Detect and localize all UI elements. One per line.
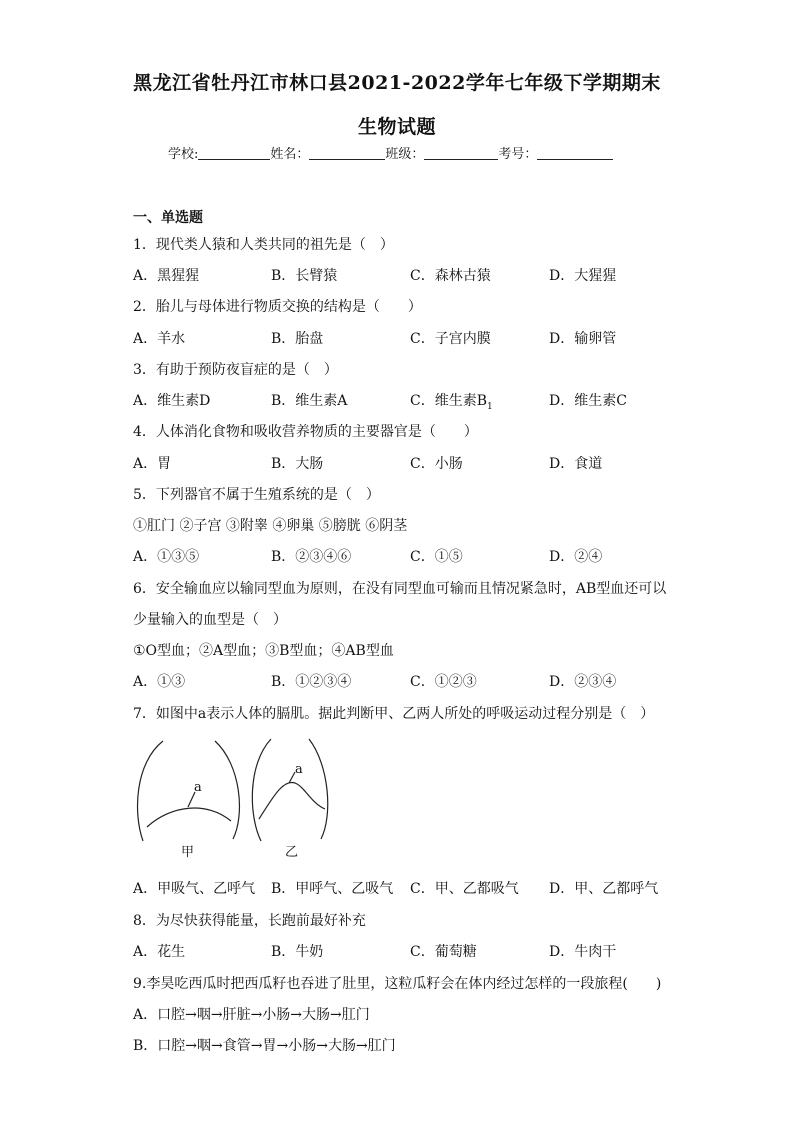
exam-no-blank[interactable] [537, 145, 613, 160]
student-info-line [168, 143, 613, 162]
question-2-stem: 2．胎儿与母体进行物质交换的结构是（ ） [133, 299, 422, 315]
school-label: 学校: [168, 147, 199, 162]
class-label: 班级： [385, 147, 425, 162]
option-d[interactable]: D．②④ [549, 549, 603, 565]
question-4-stem: 4．人体消化食物和吸收营养物质的主要器官是（ ） [133, 424, 478, 440]
question-5-organ-list: ①肛门 ②子宫 ③附睾 ④卵巢 ⑤膀胱 ⑥阴茎 [133, 518, 408, 534]
option-b[interactable]: B．②③④⑥ [271, 549, 352, 565]
school-blank[interactable] [198, 145, 270, 160]
option-b[interactable]: B．维生素A [271, 393, 348, 409]
option-a[interactable]: A．胃 [133, 456, 172, 472]
question-8-stem: 8．为尽快获得能量，长跑前最好补充 [133, 913, 366, 929]
question-5-options [133, 546, 673, 566]
question-4-options [133, 453, 673, 473]
option-b[interactable]: B．甲呼气、乙吸气 [271, 881, 394, 897]
question-9-option-b[interactable]: B．口腔→咽→食管→胃→小肠→大肠→肛门 [133, 1038, 396, 1054]
option-c-text: C．维生素B [410, 393, 487, 409]
option-a[interactable]: A．花生 [133, 944, 186, 960]
option-d[interactable]: D．②③④ [549, 674, 617, 690]
question-6-blood-types: ①O型血；②A型血；③B型血；④AB型血 [133, 643, 394, 659]
question-8-options [133, 941, 673, 961]
question-7-options [133, 878, 673, 898]
option-b[interactable]: B．胎盘 [271, 331, 324, 347]
option-c[interactable]: C．甲、乙都吸气 [410, 881, 519, 897]
question-6-stem: 6．安全输血应以输同型血为原则，在没有同型血可输而且情况紧急时，AB型血还可以 [133, 581, 667, 597]
question-3-stem: 3．有助于预防夜盲症的是（ ） [133, 362, 338, 378]
question-1-stem: 1．现代类人猿和人类共同的祖先是（ ） [133, 237, 394, 253]
label-a-jia: a [194, 780, 202, 795]
option-d[interactable]: D．输卵管 [549, 331, 617, 347]
name-label: 姓名： [270, 147, 310, 162]
question-6-options [133, 671, 673, 691]
chest-outline-left-yi [252, 739, 271, 841]
exam-title-line1: 黑龙江省牡丹江市林口县2021-2022学年七年级下学期期末 [133, 72, 661, 94]
caption-jia: 甲 [181, 845, 195, 860]
exam-title-line2: 生物试题 [357, 116, 436, 138]
option-a[interactable]: A．黑猩猩 [133, 268, 200, 284]
class-blank[interactable] [424, 145, 498, 160]
question-9-stem: 9.李昊吃西瓜时把西瓜籽也吞进了肚里，这粒瓜籽会在体内经过怎样的一段旅程( ) [133, 976, 662, 992]
option-a[interactable]: A．①③⑤ [133, 549, 200, 565]
option-d[interactable]: D．大猩猩 [549, 268, 617, 284]
question-9-option-a[interactable]: A．口腔→咽→肝脏→小肠→大肠→肛门 [133, 1007, 370, 1023]
option-d[interactable]: D．甲、乙都呼气 [549, 881, 659, 897]
diaphragm-jia [147, 808, 231, 827]
caption-yi: 乙 [285, 845, 299, 860]
option-a[interactable]: A．维生素D [133, 393, 211, 409]
name-blank[interactable] [309, 145, 385, 160]
option-c[interactable] [410, 390, 493, 412]
chest-outline-right [215, 741, 239, 839]
option-c[interactable]: C．子宫内膜 [410, 331, 491, 347]
question-2-options [133, 328, 673, 348]
option-b[interactable]: B．长臂猿 [271, 268, 338, 284]
option-c[interactable]: C．森林古猿 [410, 268, 491, 284]
option-d[interactable]: D．维生素C [549, 393, 627, 409]
option-c[interactable]: C．小肠 [410, 456, 463, 472]
option-c[interactable]: C．①⑤ [410, 549, 463, 565]
diaphragm-yi [259, 782, 325, 819]
option-a[interactable]: A．羊水 [133, 331, 186, 347]
option-d[interactable]: D．食道 [549, 456, 603, 472]
option-a[interactable]: A．甲吸气、乙呼气 [133, 881, 256, 897]
option-d[interactable]: D．牛肉干 [549, 944, 617, 960]
question-3-options [133, 390, 673, 410]
option-b[interactable]: B．①②③④ [271, 674, 352, 690]
section-title: 一、单选题 [133, 210, 203, 226]
option-c[interactable]: C．①②③ [410, 674, 477, 690]
diaphragm-diagram [133, 735, 343, 865]
option-b[interactable]: B．牛奶 [271, 944, 324, 960]
question-1-options [133, 265, 673, 285]
question-6-stem-cont: 少量输入的血型是（ ） [133, 612, 287, 628]
label-a-yi: a [295, 762, 303, 777]
option-b[interactable]: B．大肠 [271, 456, 324, 472]
exam-no-label: 考号： [498, 147, 538, 162]
question-5-stem: 5．下列器官不属于生殖系统的是（ ） [133, 487, 380, 503]
option-c-subscript: 1 [487, 401, 493, 412]
question-7-stem: 7．如图中a表示人体的膈肌。据此判断甲、乙两人所处的呼吸运动过程分别是（ ） [133, 706, 655, 722]
option-a[interactable]: A．①③ [133, 674, 186, 690]
chest-outline-right-yi [309, 739, 328, 839]
chest-outline-left [138, 741, 163, 841]
option-c[interactable]: C．葡萄糖 [410, 944, 477, 960]
